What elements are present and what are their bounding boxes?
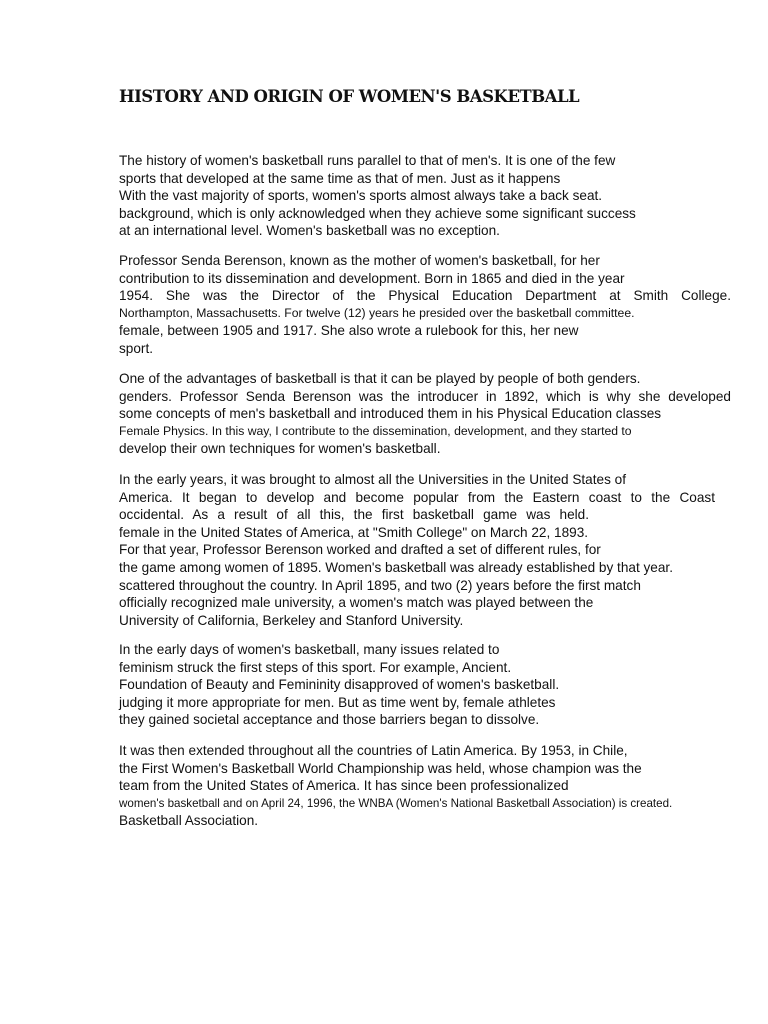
text-line: 1954. She was the Director of the Physical Education Department at Smith College. [119, 288, 731, 304]
text-line: female in the United States of America, at "Smith College" on March 22, 1893. [119, 524, 589, 540]
text-line: some concepts of men's basketball and introduced them in his Physical Education classes [119, 406, 662, 422]
text-line: It was then extended throughout all the countries of Latin America. By 1953, in Chile, [119, 743, 628, 758]
document-title: HISTORY AND ORIGIN OF WOMEN'S BASKETBALL [119, 87, 580, 106]
text-line: University of California, Berkeley and Stanford University. [119, 612, 464, 628]
text-line: they gained societal acceptance and those barriers began to dissolve. [119, 712, 540, 728]
text-line: One of the advantages of basketball is that it can be played by people of both genders. [119, 371, 641, 386]
text-line: sports that developed at the same time as that of men. Just as it happens [119, 170, 561, 186]
paragraph-6 [119, 742, 672, 830]
paragraph-3 [119, 370, 731, 458]
text-line: In the early years, it was brought to almost all the Universities in the United States of [119, 472, 626, 487]
text-line: scattered throughout the country. In April 1895, and two (2) years before the first match [119, 577, 641, 593]
text-line: sport. [119, 340, 153, 356]
text-line: Female Physics. In this way, I contribute to the dissemination, development, and they started to [119, 423, 632, 438]
text-line: With the vast majority of sports, women's sports almost always take a back seat. [119, 188, 603, 204]
text-line: feminism struck the first steps of this sport. For example, Ancient. [119, 659, 512, 675]
paragraph-4 [119, 471, 715, 629]
text-line: background, which is only acknowledged when they achieve some significant success [119, 205, 636, 221]
text-line: America. It began to develop and become popular from the Eastern coast to the Coast [119, 489, 715, 505]
text-line: occidental. As a result of all this, the first basketball game was held. [119, 507, 589, 523]
text-line: at an international level. Women's basketball was no exception. [119, 223, 500, 239]
text-line: female, between 1905 and 1917. She also wrote a rulebook for this, her new [119, 323, 579, 339]
text-line: team from the United States of America. It has since been professionalized [119, 778, 569, 794]
text-line: Foundation of Beauty and Femininity disapproved of women's basketball. [119, 677, 560, 693]
text-line: women's basketball and on April 24, 1996, the WNBA (Women's National Basketball Association) is created. [119, 796, 673, 810]
paragraph-2 [119, 252, 731, 358]
text-line: In the early days of women's basketball, many issues related to [119, 642, 500, 657]
text-line: Basketball Association. [119, 813, 259, 829]
paragraph-5 [119, 641, 559, 729]
text-line: The history of women's basketball runs parallel to that of men's. It is one of the few [119, 153, 616, 168]
text-line: genders. Professor Senda Berenson was the introducer in 1892, which is why she developed [119, 388, 731, 404]
text-line: the game among women of 1895. Women's basketball was already established by that year. [119, 559, 673, 575]
text-line: judging it more appropriate for men. But as time went by, female athletes [119, 694, 556, 710]
paragraph-1 [119, 152, 636, 240]
text-line: the First Women's Basketball World Championship was held, whose champion was the [119, 760, 642, 776]
text-line: For that year, Professor Berenson worked and drafted a set of different rules, for [119, 542, 601, 558]
text-line: officially recognized male university, a women's match was played between the [119, 595, 594, 611]
text-line: develop their own techniques for women's basketball. [119, 441, 441, 457]
text-line: Northampton, Massachusetts. For twelve (12) years he presided over the basketball committee. [119, 305, 635, 320]
text-line: Professor Senda Berenson, known as the mother of women's basketball, for her [119, 253, 600, 268]
text-line: contribution to its dissemination and development. Born in 1865 and died in the year [119, 270, 625, 286]
